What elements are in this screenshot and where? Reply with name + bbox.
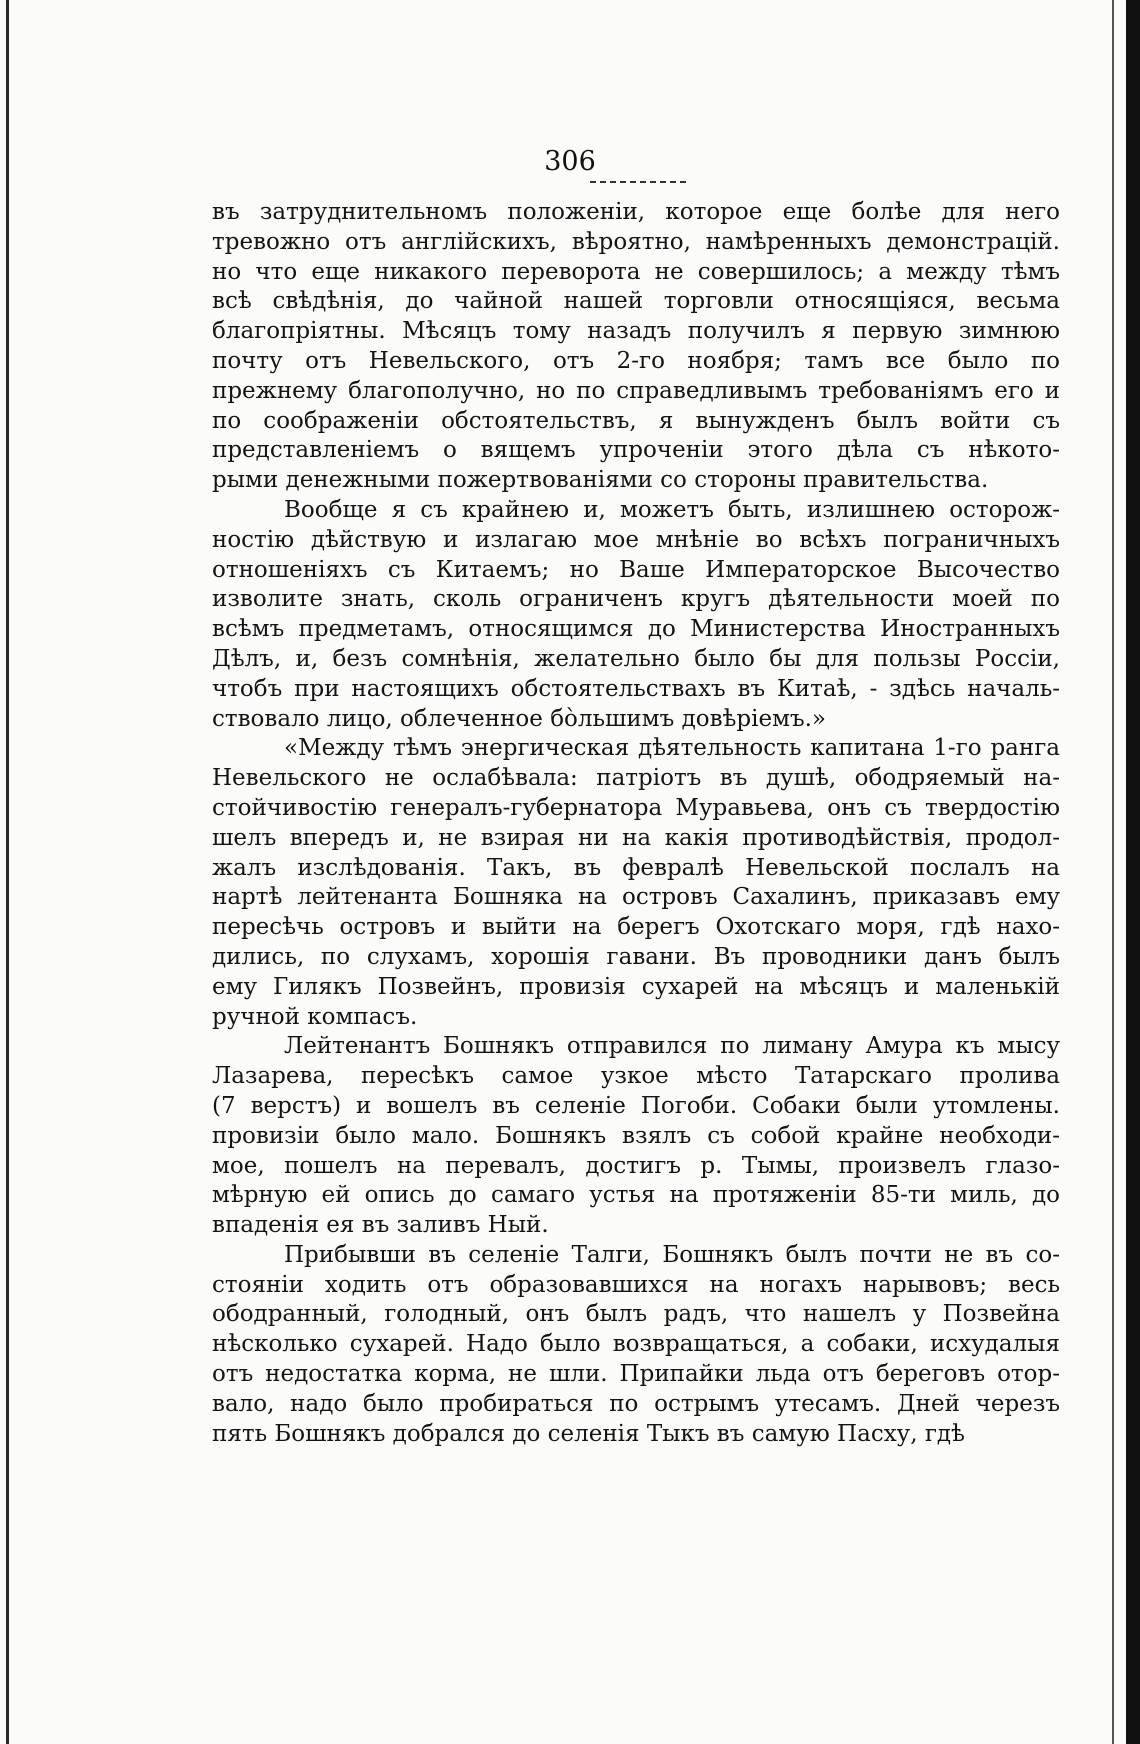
text-line: (7 верстъ) и вошелъ въ селеніе Погоби. Собаки были утомлены.: [212, 1092, 1060, 1119]
text-line: ствовало лицо, облеченное бо̀льшимъ довѣріемъ.»: [212, 705, 826, 732]
text-line: въ затруднительномъ положеніи, которое еще болѣе для него: [212, 199, 1060, 225]
text-line: нартѣ лейтенанта Бошняка на островъ Сахалинъ, приказавъ ему: [212, 884, 1060, 911]
text-line: ободранный, голодный, онъ былъ радъ, что нашелъ у Позвейна: [212, 1301, 1060, 1328]
text-line: мое, пошелъ на перевалъ, достигъ р. Тымы, произвелъ глазо-: [212, 1152, 1060, 1179]
text-line: Лазарева, пересѣкъ самое узкое мѣсто Татарскаго пролива: [212, 1063, 1060, 1090]
text-line: стойчивостію генералъ-губернатора Муравьева, онъ съ твердостію: [212, 794, 1060, 821]
text-line: всѣ свѣдѣнія, до чайной нашей торговли относящіяся, весьма: [212, 288, 1060, 315]
text-line: пять Бошнякъ добрался до селенія Тыкъ въ самую Пасху, гдѣ: [212, 1420, 965, 1447]
paragraph: [212, 496, 1060, 734]
text-line: вало, надо было пробираться по острымъ утесамъ. Дней черезъ: [212, 1390, 1060, 1417]
left-page-edge: [6, 0, 9, 1744]
text-line: Прибывши въ селеніе Талги, Бошнякъ былъ почти не въ со-: [284, 1241, 1060, 1268]
text-line: Невельского не ослабѣвала: патріотъ въ душѣ, ободряемый на-: [212, 765, 1060, 792]
page-number: 306: [544, 146, 596, 177]
text-line: всѣмъ предметамъ, относящимся до Министерства Иностранныхъ: [212, 616, 1060, 643]
text-line: ручной компасъ.: [212, 1003, 418, 1030]
text-line: Лейтенантъ Бошнякъ отправился по лиману Амура къ мысу: [284, 1033, 1060, 1060]
text-line: отношеніяхъ съ Китаемъ; но Ваше Императорское Высочество: [212, 556, 1060, 583]
text-line: Вообще я съ крайнею и, можетъ быть, излишнею осторож-: [284, 496, 1060, 523]
text-line: шелъ впередъ и, не взирая ни на какія противодѣйствія, продол-: [212, 824, 1060, 851]
text-line: прежнему благополучно, но по справедливымъ требованіямъ его и: [212, 377, 1060, 404]
text-line: впаденія ея въ заливъ Ный.: [212, 1212, 549, 1239]
text-line: почту отъ Невельского, отъ 2-го ноября; тамъ все было по: [212, 347, 1060, 374]
text-line: благопріятны. Мѣсяцъ тому назадъ получилъ я первую зимнюю: [212, 318, 1060, 345]
text-line: тревожно отъ англійскихъ, вѣроятно, намѣренныхъ демонстрацій.: [212, 228, 1060, 255]
text-line: представленіемъ о вящемъ упроченіи этого дѣла съ нѣкото-: [212, 437, 1060, 464]
text-line: Дѣлъ, и, безъ сомнѣнія, желательно было бы для пользы Россіи,: [212, 645, 1060, 672]
right-page-edge: [1126, 0, 1140, 1744]
text-line: отъ недостатка корма, не шли. Припайки льда отъ береговъ отор-: [212, 1361, 1060, 1388]
text-line: пересѣчь островъ и выйти на берегъ Охотскаго моря, гдѣ нахо-: [212, 914, 1060, 941]
text-line: рыми денежными пожертвованіями со стороны правительства.: [212, 467, 989, 494]
text-line: но что еще никакого переворота не совершилось; а между тѣмъ: [212, 258, 1060, 285]
text-line: по соображеніи обстоятельствъ, я вынужденъ былъ войти съ: [212, 407, 1060, 434]
text-line: мѣрную ей опись до самаго устья на протяженіи 85-ти миль, до: [212, 1182, 1060, 1209]
paragraph: [212, 1032, 1060, 1241]
text-line: «Между тѣмъ энергическая дѣятельность капитана 1-го ранга: [284, 735, 1060, 762]
text-line: ностію дѣйствую и излагаю мое мнѣніе во всѣхъ пограничныхъ: [212, 526, 1060, 553]
right-binding-line: [1112, 0, 1114, 1744]
text-line: стояніи ходить отъ образовавшихся на ногахъ нарывовъ; весь: [212, 1271, 1060, 1298]
paragraph: [212, 1241, 1060, 1450]
paragraph: [212, 734, 1060, 1032]
paragraph: [212, 198, 1060, 496]
text-line: изволите знать, сколь ограниченъ кругъ дѣятельности моей по: [212, 586, 1060, 613]
text-line: жалъ изслѣдованія. Такъ, въ февралѣ Невельской послалъ на: [212, 854, 1060, 881]
body-text: [212, 198, 1060, 1449]
text-line: провизіи было мало. Бошнякъ взялъ съ собой крайне необходи-: [212, 1122, 1060, 1149]
text-line: чтобъ при настоящихъ обстоятельствахъ въ Китаѣ, - здѣсь началь-: [212, 675, 1060, 702]
page-number-underline: [590, 181, 686, 183]
text-line: нѣсколько сухарей. Надо было возвращаться, а собаки, исхудалыя: [212, 1331, 1060, 1358]
text-line: ему Гилякъ Позвейнъ, провизія сухарей на мѣсяцъ и маленькій: [212, 973, 1060, 1000]
text-line: дились, по слухамъ, хорошія гавани. Въ проводники данъ былъ: [212, 943, 1060, 970]
